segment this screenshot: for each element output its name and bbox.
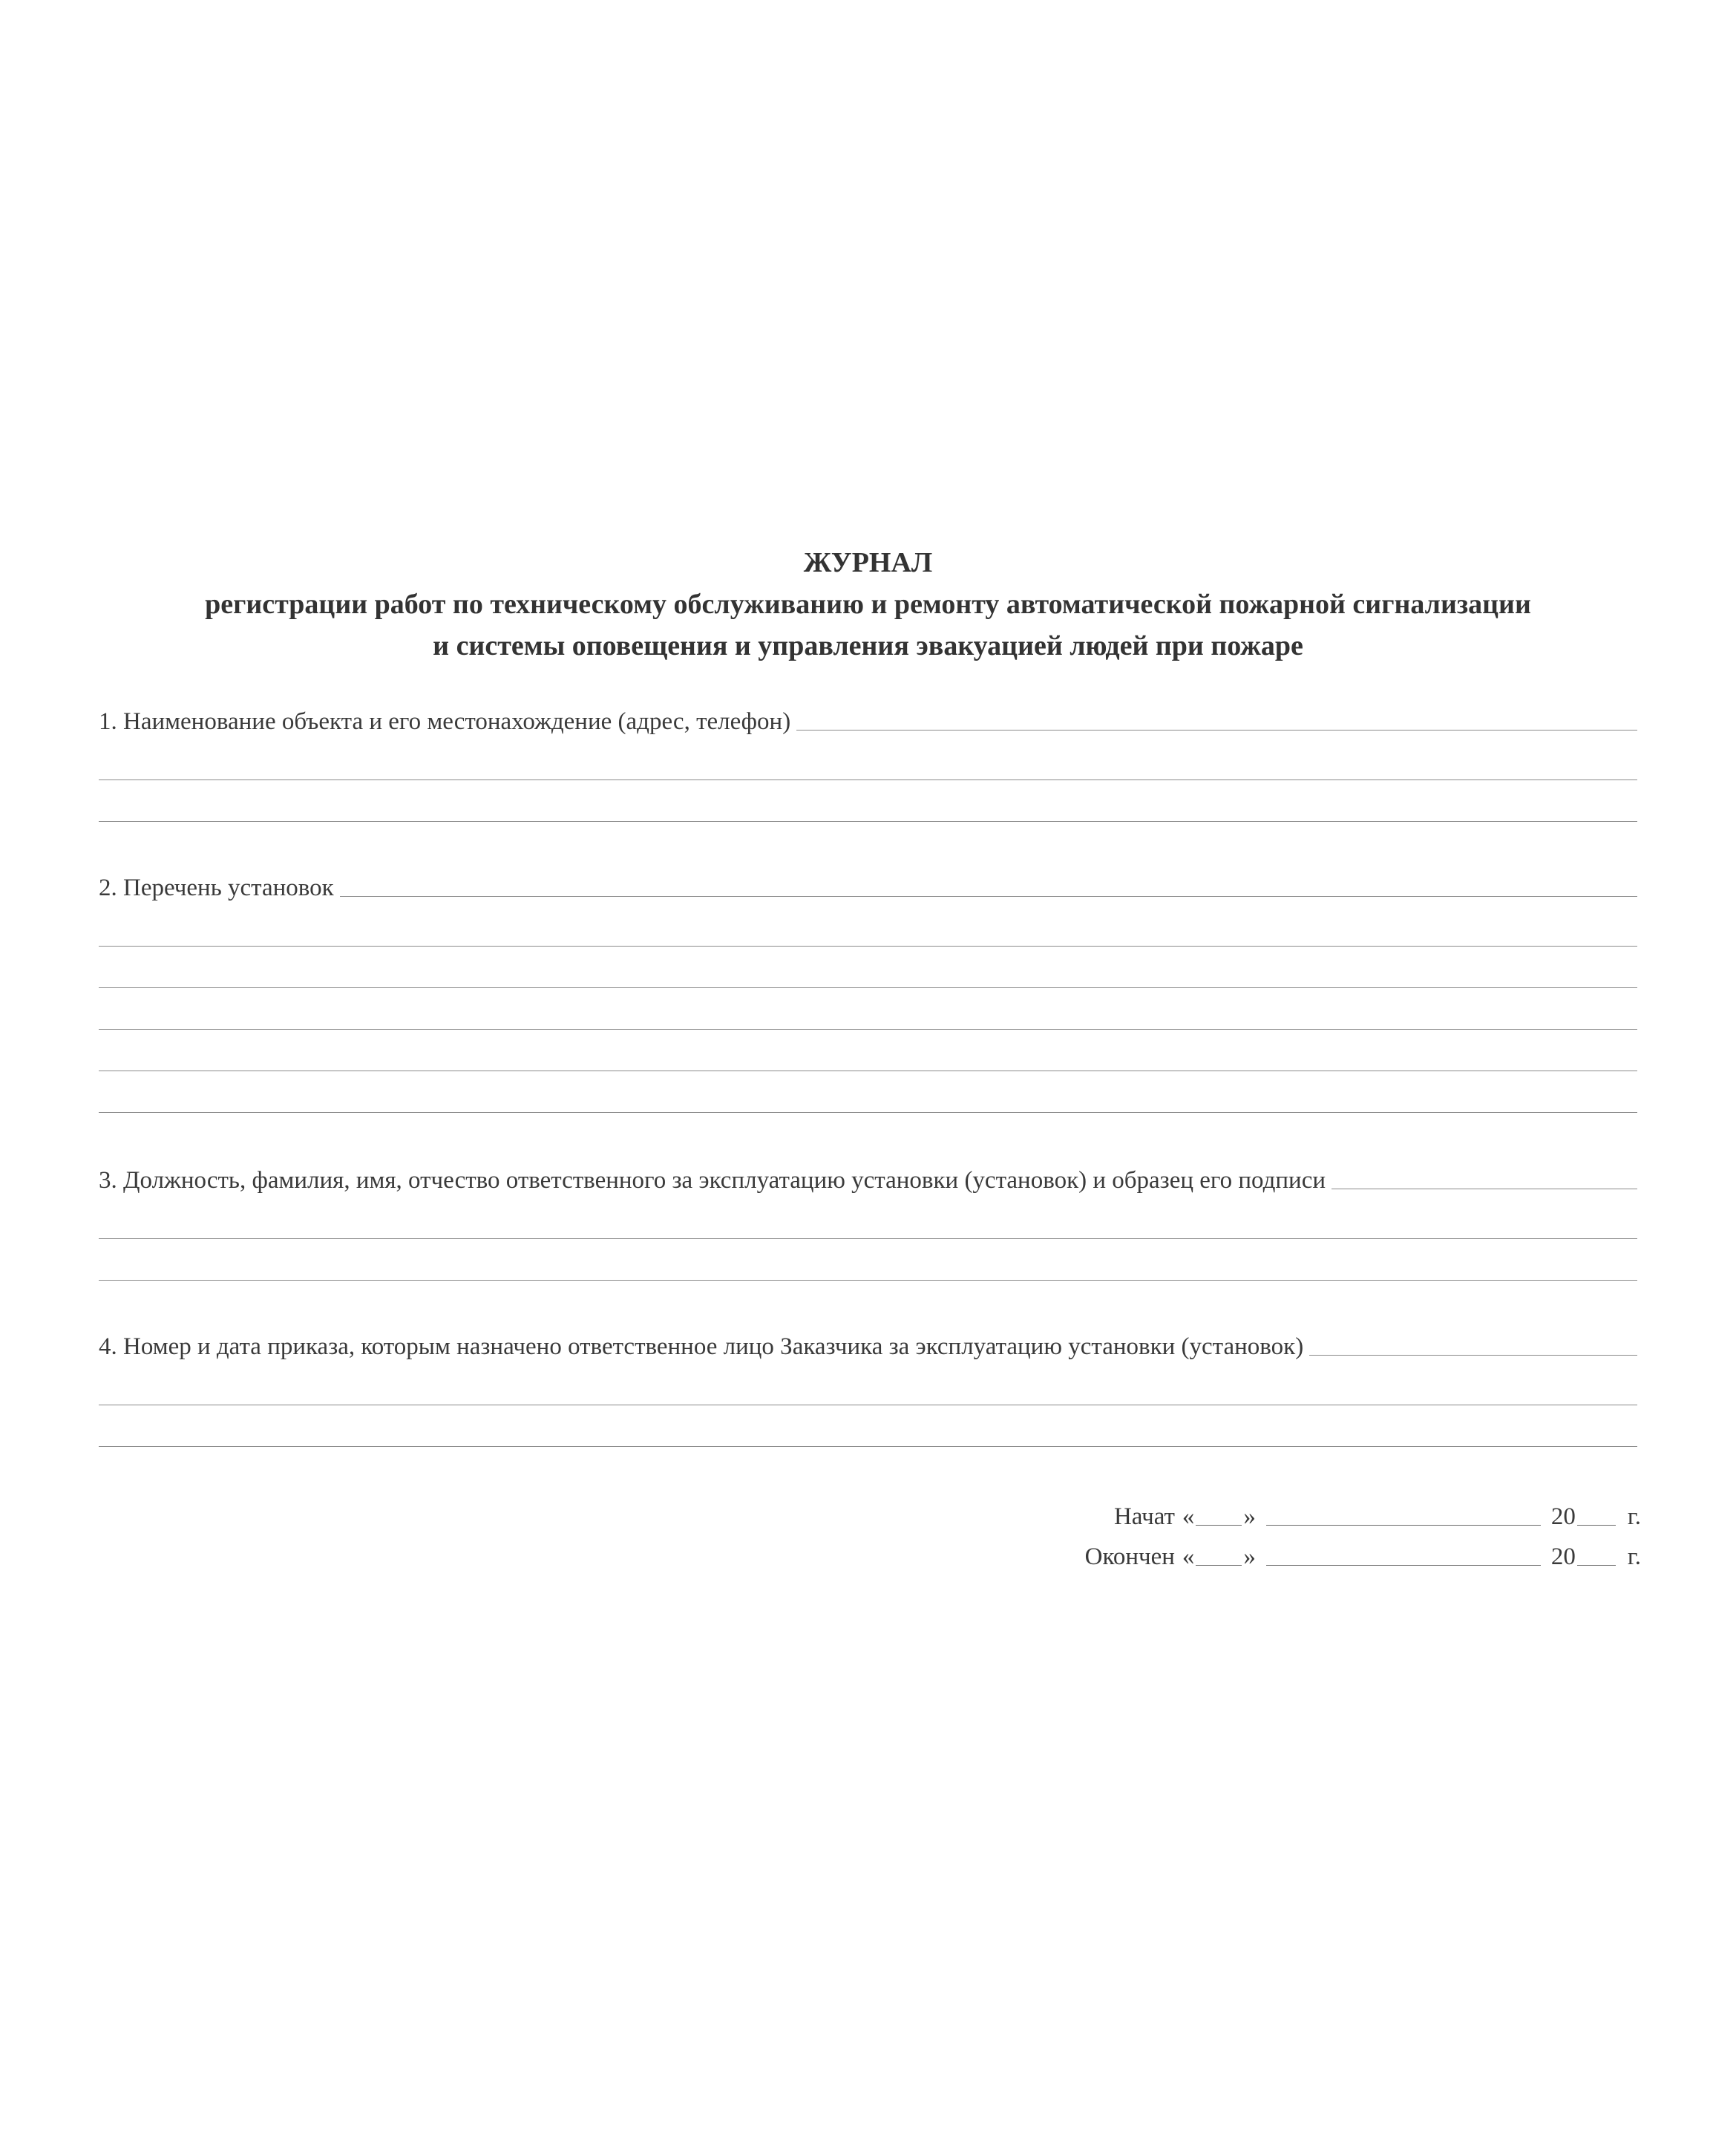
finished-year-blank[interactable] <box>1577 1543 1616 1566</box>
started-month-blank[interactable] <box>1266 1503 1541 1526</box>
field-order-number-date-label: 4. Номер и дата приказа, которым назначено ответственное лицо Заказчика за эксплуатацию установки (установок) <box>99 1333 1304 1360</box>
blank-line[interactable] <box>99 1112 1637 1113</box>
finished-date-line <box>1085 1542 1641 1572</box>
open-quote: « <box>1182 1503 1195 1530</box>
finished-day-blank[interactable] <box>1196 1543 1242 1566</box>
blank-line[interactable] <box>99 1280 1637 1281</box>
close-quote: » <box>1243 1543 1256 1570</box>
field-responsible-person-label: 3. Должность, фамилия, имя, отчество ответственного за эксплуатацию установки (установок) и образец его подписи <box>99 1167 1326 1194</box>
field-installations-list-label: 2. Перечень установок <box>99 875 334 901</box>
title-block <box>0 542 1736 667</box>
journal-subtitle-line-2: и системы оповещения и управления эвакуацией людей при пожаре <box>433 630 1303 661</box>
journal-heading: ЖУРНАЛ <box>803 547 933 578</box>
blank-line[interactable] <box>99 946 1637 947</box>
started-label: Начат <box>1113 1503 1175 1530</box>
finished-label: Окончен <box>1084 1543 1175 1570</box>
blank-line[interactable] <box>99 1446 1637 1447</box>
blank-line[interactable] <box>99 1238 1637 1239</box>
field-object-name-blank[interactable] <box>796 707 1637 731</box>
year-suffix: г. <box>1627 1543 1641 1570</box>
field-responsible-person <box>99 1166 1637 1195</box>
field-installations-list <box>99 873 1637 903</box>
open-quote: « <box>1182 1543 1195 1570</box>
field-order-number-date <box>99 1332 1637 1362</box>
field-installations-list-blank[interactable] <box>340 874 1637 897</box>
field-object-name-label: 1. Наименование объекта и его местонахождение (адрес, телефон) <box>99 708 791 735</box>
started-day-blank[interactable] <box>1196 1503 1242 1526</box>
century-prefix: 20 <box>1550 1543 1576 1570</box>
blank-line[interactable] <box>99 987 1637 988</box>
year-suffix: г. <box>1627 1503 1641 1530</box>
blank-line[interactable] <box>99 821 1637 822</box>
started-year-blank[interactable] <box>1577 1503 1616 1526</box>
started-date-line <box>1114 1502 1641 1532</box>
close-quote: » <box>1243 1503 1256 1530</box>
century-prefix: 20 <box>1550 1503 1576 1530</box>
field-responsible-person-blank[interactable] <box>1332 1166 1637 1189</box>
field-order-number-date-blank[interactable] <box>1309 1333 1637 1356</box>
journal-subtitle-line-1: регистрации работ по техническому обслуживанию и ремонту автоматической пожарной сигнализации <box>205 589 1531 620</box>
field-object-name <box>99 707 1637 736</box>
blank-line[interactable] <box>99 1029 1637 1030</box>
finished-month-blank[interactable] <box>1266 1543 1541 1566</box>
